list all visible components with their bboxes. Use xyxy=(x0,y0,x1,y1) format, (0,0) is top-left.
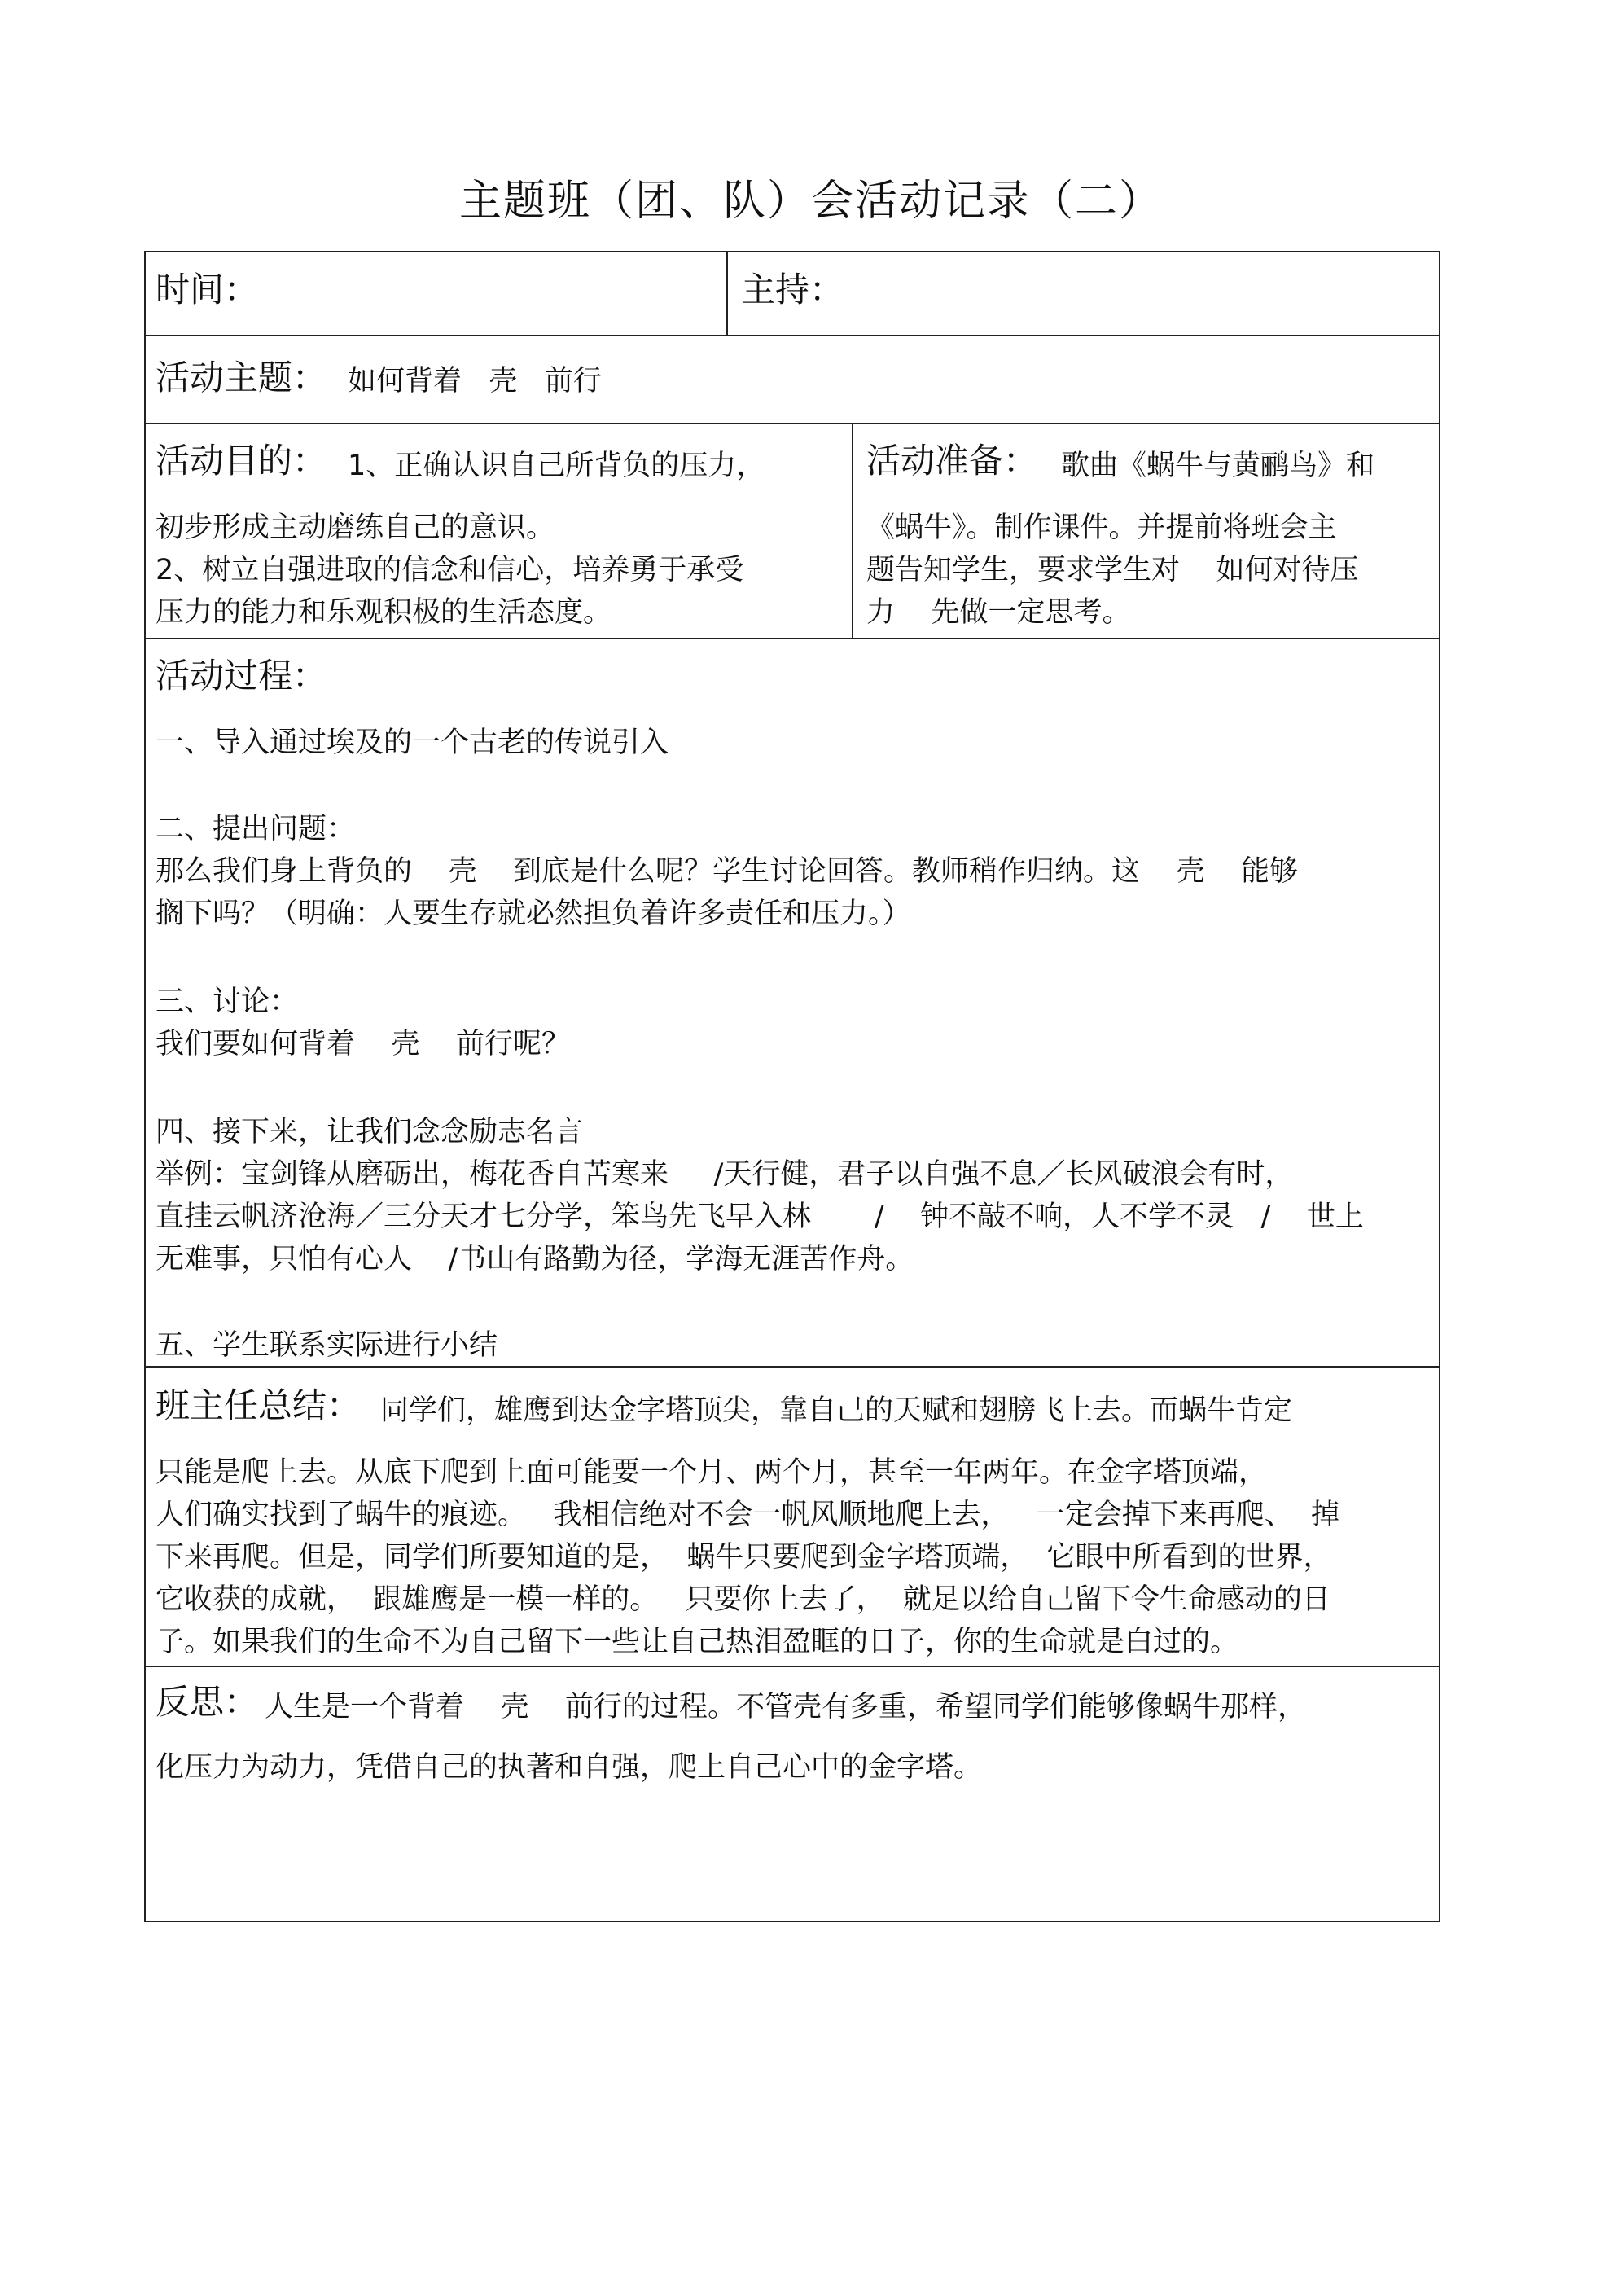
process-line: 举例：宝剑锋从磨砺出，梅花香自苦寒来 /天行健，君子以自强不息／长风破浪会有时， xyxy=(156,1158,1294,1191)
summary-line: 子。如果我们的生命不为自己留下一些让自己热泪盈眶的日子，你的生命就是白过的。 xyxy=(156,1626,1239,1658)
process-line: 那么我们身上背负的 壳 到底是什么呢？学生讨论回答。教师稍作归纳。这 壳 能够 xyxy=(156,855,1299,888)
activity-record-table xyxy=(144,251,1440,1922)
process-line: 二、提出问题： xyxy=(156,813,356,845)
row-divider xyxy=(144,1366,1440,1368)
summary-line: 下来再爬。但是，同学们所要知道的是， 蜗牛只要爬到金字塔顶端， 它眼中所看到的世界， xyxy=(156,1541,1332,1574)
time-label: 时间： xyxy=(156,270,259,309)
purpose-line: 初步形成主动磨练自己的意识。 xyxy=(156,511,555,544)
preparation-line: 力 先做一定思考。 xyxy=(866,596,1131,629)
process-line: 五、学生联系实际进行小结 xyxy=(156,1329,498,1362)
column-divider xyxy=(726,251,728,336)
theme-label: 活动主题： xyxy=(156,358,327,397)
table-border-left xyxy=(144,251,146,1922)
preparation-line: 《蜗牛》。制作课件。并提前将班会主 xyxy=(866,511,1337,544)
summary-line: 人们确实找到了蜗牛的痕迹。 我相信绝对不会一帆风顺地爬上去， 一定会掉下来再爬、 掉 xyxy=(156,1499,1340,1531)
purpose-line: 1、正确认识自己所背负的压力， xyxy=(348,450,765,482)
table-border-top xyxy=(144,251,1440,252)
preparation-label: 活动准备： xyxy=(866,441,1038,481)
purpose-line: 2、树立自强进取的信念和信心，培养勇于承受 xyxy=(156,554,744,586)
summary-line: 它收获的成就， 跟雄鹰是一模一样的。 只要你上去了， 就足以给自己留下令生命感动的日 xyxy=(156,1583,1330,1616)
process-line: 直挂云帆济沧海／三分天才七分学，笨鸟先飞早入林 / 钟不敲不响，人不学不灵 / 世上 xyxy=(156,1201,1364,1233)
purpose-line: 压力的能力和乐观积极的生活态度。 xyxy=(156,596,612,629)
process-label: 活动过程： xyxy=(156,656,327,696)
table-border-bottom xyxy=(144,1921,1440,1922)
summary-label: 班主任总结： xyxy=(156,1385,362,1425)
process-line: 无难事，只怕有心人 /书山有路勤为径，学海无涯苦作舟。 xyxy=(156,1243,914,1275)
preparation-line: 题告知学生，要求学生对 如何对待压 xyxy=(866,554,1359,586)
process-line: 三、讨论： xyxy=(156,986,299,1018)
process-line: 我们要如何背着 壳 前行呢？ xyxy=(156,1028,571,1060)
theme-value: 如何背着 壳 前行 xyxy=(348,365,602,397)
summary-line: 同学们，雄鹰到达金字塔顶尖，靠自己的天赋和翅膀飞上去。而蜗牛肯定 xyxy=(380,1394,1293,1427)
table-border-right xyxy=(1439,251,1440,1922)
page-title: 主题班（团、队）会活动记录（二） xyxy=(458,177,1163,226)
row-divider xyxy=(144,423,1440,424)
reflection-line: 化压力为动力，凭借自己的执著和自强，爬上自己心中的金字塔。 xyxy=(156,1751,983,1784)
reflection-label: 反思： xyxy=(156,1682,259,1722)
process-line: 一、导入通过埃及的一个古老的传说引入 xyxy=(156,727,669,759)
summary-line: 只能是爬上去。从底下爬到上面可能要一个月、两个月，甚至一年两年。在金字塔顶端， xyxy=(156,1456,1268,1489)
row-divider xyxy=(144,1666,1440,1667)
row-divider xyxy=(144,335,1440,336)
purpose-label: 活动目的： xyxy=(156,441,327,481)
reflection-line: 人生是一个背着 壳 前行的过程。不管壳有多重，希望同学们能够像蜗牛那样， xyxy=(265,1691,1307,1723)
process-line: 搁下吗？（明确：人要生存就必然担负着许多责任和压力。） xyxy=(156,898,911,930)
preparation-line: 歌曲《蜗牛与黄鹂鸟》和 xyxy=(1061,450,1375,482)
row-divider xyxy=(144,638,1440,639)
process-line: 四、接下来，让我们念念励志名言 xyxy=(156,1116,584,1148)
host-label: 主持： xyxy=(741,270,844,309)
column-divider xyxy=(852,423,853,639)
